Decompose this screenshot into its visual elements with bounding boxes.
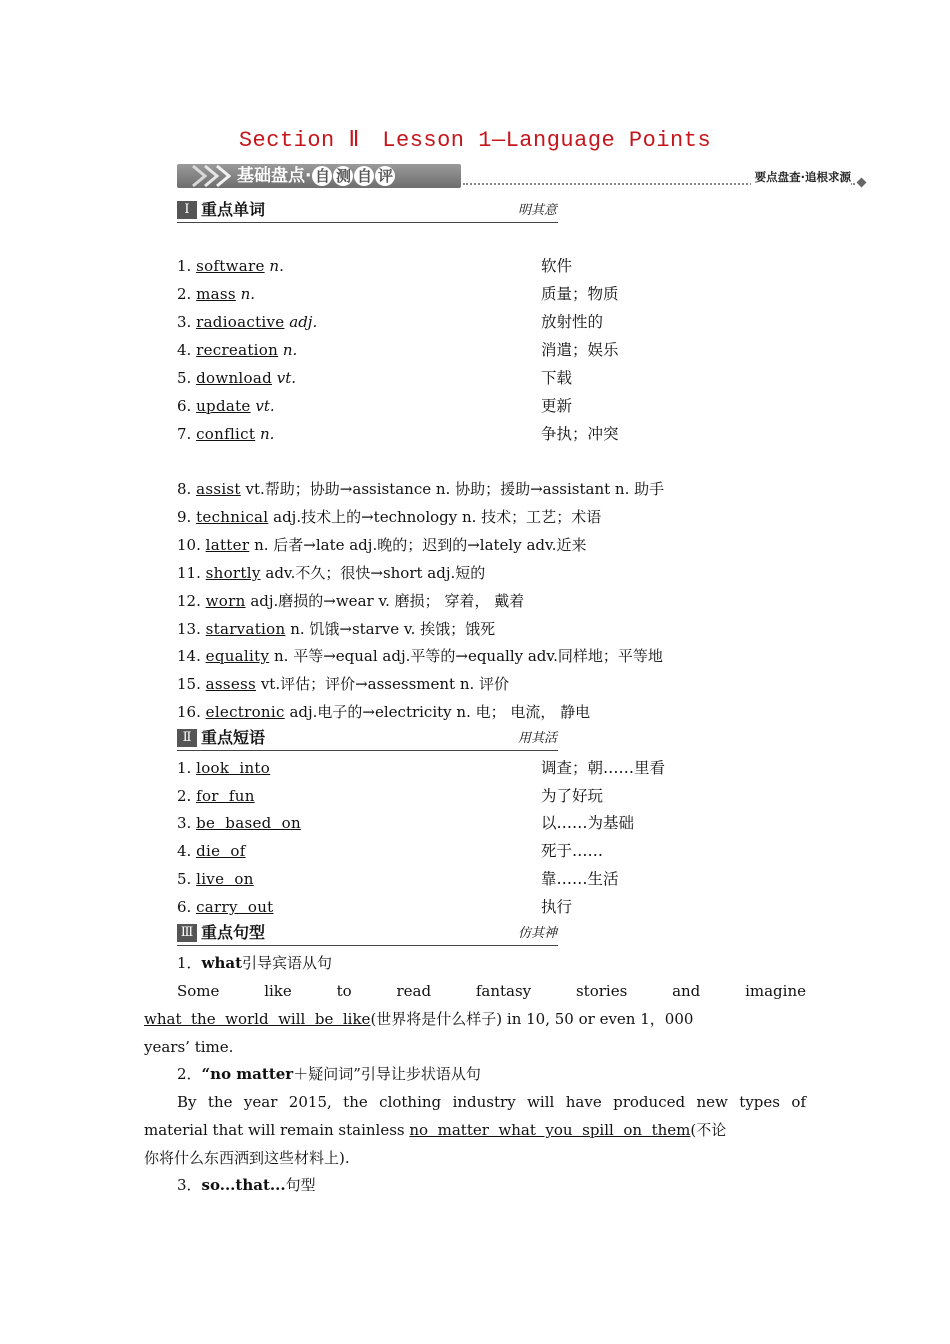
banner-right-text: 要点盘查·追根求源 xyxy=(751,169,851,185)
sentence-pattern-heading xyxy=(177,1175,316,1195)
word-answer: worn xyxy=(205,592,246,610)
phrase-answer: live on xyxy=(196,870,254,888)
word-meaning: 争执；冲突 xyxy=(541,425,619,443)
phrase-row xyxy=(177,813,301,833)
word-answer: recreation xyxy=(196,341,279,359)
section-header-words xyxy=(177,200,558,223)
word-row xyxy=(177,424,274,444)
phrase-answer: look into xyxy=(196,759,271,777)
word-derivation: adj.技术上的→technology n. 技术；工艺；术语 xyxy=(268,508,602,526)
pattern-description: 引导宾语从句 xyxy=(242,954,333,972)
example-sentence-line: Some like to read fantasy stories and imagine xyxy=(177,982,806,1000)
pattern-description: ＋疑问词”引导让步状语从句 xyxy=(293,1065,481,1083)
part-of-speech: n. xyxy=(269,257,284,275)
word-meaning: 放射性的 xyxy=(541,313,604,331)
banner-circle-char: 自 xyxy=(312,166,332,186)
word-answer: electronic xyxy=(205,703,285,721)
word-row xyxy=(177,312,317,332)
word-derivation: n. 饥饿→starve v. 挨饿；饿死 xyxy=(285,620,496,638)
word-row xyxy=(177,702,590,722)
word-answer: conflict xyxy=(196,425,256,443)
word-answer: equality xyxy=(205,647,270,665)
word-meaning: 消遣；娱乐 xyxy=(541,341,619,359)
word-answer: software xyxy=(196,257,265,275)
phrase-row xyxy=(177,897,274,917)
item-number: 2. xyxy=(177,787,192,805)
item-number: 9. xyxy=(177,508,192,526)
banner-title xyxy=(237,165,395,187)
part-of-speech: n. xyxy=(282,341,298,359)
phrase-answer: carry out xyxy=(196,898,274,916)
word-answer: radioactive xyxy=(196,313,285,331)
word-row xyxy=(177,507,601,527)
sentence-pattern-heading xyxy=(177,1064,481,1084)
pattern-keyword: so...that... xyxy=(201,1176,286,1194)
word-meaning: 质量；物质 xyxy=(541,285,619,303)
word-derivation: vt.评估；评价→assessment n. 评价 xyxy=(256,675,510,693)
word-row xyxy=(177,591,524,611)
item-number: 12. xyxy=(177,592,201,610)
example-sentence-line: years’ time. xyxy=(144,1038,234,1056)
pattern-keyword: “no matter xyxy=(201,1065,294,1083)
diamond-icon xyxy=(857,178,867,188)
word-answer: update xyxy=(196,397,251,415)
section-title: 重点句型 xyxy=(201,923,266,942)
word-meaning: 软件 xyxy=(541,257,573,275)
part-of-speech: adj. xyxy=(289,313,318,331)
section-header-sentences xyxy=(177,923,558,946)
banner-circle-char: 评 xyxy=(375,166,395,186)
section-tag: 仿其神 xyxy=(517,926,557,941)
item-number: 6. xyxy=(177,898,192,916)
word-derivation: adj.磨损的→wear v. 磨损； 穿着， 戴着 xyxy=(245,592,525,610)
banner-title-prefix: 基础盘点· xyxy=(237,166,312,186)
item-number: 16. xyxy=(177,703,201,721)
item-number: 2． xyxy=(177,1065,202,1083)
answer-clause: no matter what you spill on them xyxy=(409,1121,691,1139)
word-row xyxy=(177,368,296,388)
word-derivation: n. 后者→late adj.晚的；迟到的→lately adv.近来 xyxy=(249,536,587,554)
example-sentence-line: 你将什么东西洒到这些材料上). xyxy=(144,1149,350,1167)
section-banner xyxy=(177,162,867,190)
item-number: 14. xyxy=(177,647,201,665)
item-number: 15. xyxy=(177,675,201,693)
banner-circle-char: 测 xyxy=(333,166,353,186)
section-title: 重点短语 xyxy=(201,728,266,747)
word-derivation: vt.帮助；协助→assistance n. 协助；援助→assistant n. 助手 xyxy=(240,480,665,498)
section-header-phrases xyxy=(177,728,558,751)
page-title: Section Ⅱ Lesson 1—Language Points xyxy=(238,128,712,153)
phrase-row xyxy=(177,841,246,861)
phrase-row xyxy=(177,869,254,889)
word-answer: download xyxy=(196,369,272,387)
item-number: 7. xyxy=(177,425,192,443)
word-row xyxy=(177,256,284,276)
sentence-text: material that will remain stainless xyxy=(144,1121,410,1139)
section-number: Ⅱ xyxy=(177,729,197,747)
item-number: 13. xyxy=(177,620,201,638)
word-row xyxy=(177,619,495,639)
word-row xyxy=(177,396,275,416)
phrase-answer: be based on xyxy=(196,814,301,832)
item-number: 1. xyxy=(177,257,192,275)
pattern-description: 句型 xyxy=(285,1176,316,1194)
word-derivation: adj.电子的→electricity n. 电； 电流， 静电 xyxy=(284,703,591,721)
item-number: 10. xyxy=(177,536,201,554)
banner-circle-char: 自 xyxy=(354,166,374,186)
example-sentence-line: By the year 2015, the clothing industry will have produced new types of xyxy=(177,1093,806,1111)
example-sentence-line xyxy=(144,1120,806,1140)
section-number: Ⅰ xyxy=(177,201,197,219)
item-number: 1． xyxy=(177,954,202,972)
answer-clause: what the world will be like xyxy=(144,1010,371,1028)
phrase-row xyxy=(177,758,270,778)
phrase-meaning: 为了好玩 xyxy=(541,787,604,805)
example-sentence-line xyxy=(144,1009,806,1029)
phrase-answer: for fun xyxy=(196,787,255,805)
item-number: 3． xyxy=(177,1176,202,1194)
item-number: 4. xyxy=(177,842,192,860)
word-derivation: adv.不久；很快→short adj.短的 xyxy=(260,564,486,582)
sentence-text: (不论 xyxy=(690,1121,727,1139)
word-answer: assess xyxy=(205,675,257,693)
word-row xyxy=(177,340,297,360)
part-of-speech: vt. xyxy=(276,369,297,387)
word-derivation: n. 平等→equal adj.平等的→equally adv.同样地；平等地 xyxy=(269,647,663,665)
word-answer: shortly xyxy=(205,564,261,582)
phrase-meaning: 执行 xyxy=(541,898,573,916)
phrase-meaning: 靠……生活 xyxy=(541,870,619,888)
word-row xyxy=(177,479,664,499)
section-tag: 用其活 xyxy=(517,731,557,746)
item-number: 8. xyxy=(177,480,192,498)
item-number: 5. xyxy=(177,870,192,888)
phrase-meaning: 以……为基础 xyxy=(541,814,635,832)
chevron-right-icon xyxy=(191,164,239,188)
word-answer: starvation xyxy=(205,620,286,638)
word-row xyxy=(177,674,509,694)
part-of-speech: n. xyxy=(259,425,275,443)
word-row xyxy=(177,535,586,555)
part-of-speech: vt. xyxy=(255,397,275,415)
item-number: 3. xyxy=(177,814,192,832)
item-number: 11. xyxy=(177,564,201,582)
phrase-meaning: 死于…… xyxy=(541,842,604,860)
word-answer: technical xyxy=(196,508,269,526)
phrase-answer: die of xyxy=(196,842,246,860)
part-of-speech: n. xyxy=(240,285,256,303)
item-number: 5. xyxy=(177,369,192,387)
section-title: 重点单词 xyxy=(201,200,266,219)
word-answer: latter xyxy=(205,536,250,554)
phrase-row xyxy=(177,786,255,806)
sentence-text: (世界将是什么样子) in 10, 50 or even 1，000 xyxy=(370,1010,694,1028)
section-number: Ⅲ xyxy=(177,924,197,942)
word-meaning: 更新 xyxy=(541,397,573,415)
item-number: 3. xyxy=(177,313,192,331)
word-meaning: 下载 xyxy=(541,369,573,387)
item-number: 1. xyxy=(177,759,192,777)
pattern-keyword: what xyxy=(201,954,243,972)
sentence-pattern-heading xyxy=(177,953,332,973)
item-number: 6. xyxy=(177,397,192,415)
phrase-meaning: 调查；朝……里看 xyxy=(541,759,666,777)
word-row xyxy=(177,284,255,304)
word-row xyxy=(177,646,663,666)
section-tag: 明其意 xyxy=(517,203,557,218)
word-answer: mass xyxy=(196,285,236,303)
word-answer: assist xyxy=(196,480,241,498)
item-number: 4. xyxy=(177,341,192,359)
word-row xyxy=(177,563,485,583)
item-number: 2. xyxy=(177,285,192,303)
